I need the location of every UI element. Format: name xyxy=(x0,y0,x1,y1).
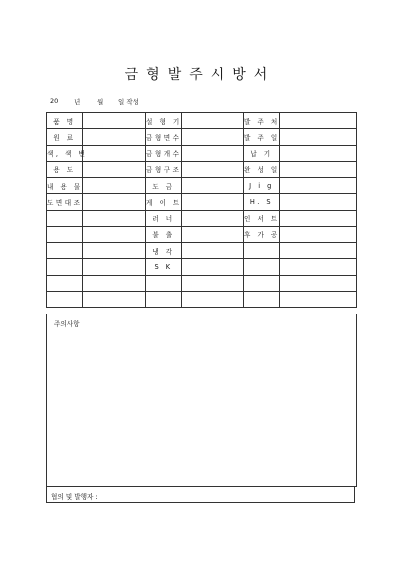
field-label-cell: 내 용 물 xyxy=(47,178,83,194)
field-label-cell: 냉 각 xyxy=(146,243,182,259)
field-value-cell[interactable] xyxy=(182,161,244,177)
date-line xyxy=(0,97,400,109)
field-label-cell xyxy=(146,291,182,307)
field-value-cell[interactable] xyxy=(83,113,146,129)
field-value-cell[interactable] xyxy=(280,243,357,259)
signature-label: 협의 및 발행자 : xyxy=(51,493,98,501)
signature-row xyxy=(46,486,355,503)
field-label-cell xyxy=(47,259,83,275)
field-label-cell: 납 기 xyxy=(244,145,280,161)
field-value-cell[interactable] xyxy=(280,210,357,226)
spec-table xyxy=(46,112,357,308)
field-label-cell: S K xyxy=(146,259,182,275)
document-title: 금형발주시방서 xyxy=(124,67,276,83)
field-value-cell[interactable] xyxy=(182,145,244,161)
field-value-cell[interactable] xyxy=(182,178,244,194)
field-value-cell[interactable] xyxy=(280,259,357,275)
field-label-cell xyxy=(244,291,280,307)
field-label-cell: 용 도 xyxy=(47,161,83,177)
field-value-cell[interactable] xyxy=(280,275,357,291)
field-value-cell[interactable] xyxy=(280,129,357,145)
field-label-cell: 도면대조 xyxy=(47,194,83,210)
table-row xyxy=(47,291,357,307)
field-value-cell[interactable] xyxy=(83,161,146,177)
field-value-cell[interactable] xyxy=(280,178,357,194)
field-label-cell: 발 주 처 xyxy=(244,113,280,129)
table-row xyxy=(47,113,357,129)
field-value-cell[interactable] xyxy=(280,226,357,242)
field-label-cell: 후 가 공 xyxy=(244,226,280,242)
table-row xyxy=(47,210,357,226)
field-label-cell xyxy=(47,210,83,226)
field-label-cell xyxy=(47,275,83,291)
field-value-cell[interactable] xyxy=(182,226,244,242)
field-value-cell[interactable] xyxy=(280,145,357,161)
field-value-cell[interactable] xyxy=(83,275,146,291)
table-row xyxy=(47,129,357,145)
notes-label: 주의사항 xyxy=(54,320,80,328)
field-label-cell: 게 이 트 xyxy=(146,194,182,210)
field-value-cell[interactable] xyxy=(83,226,146,242)
field-value-cell[interactable] xyxy=(182,210,244,226)
date-day-written: 일 작성 xyxy=(118,98,139,106)
field-value-cell[interactable] xyxy=(83,194,146,210)
field-value-cell[interactable] xyxy=(280,113,357,129)
field-value-cell[interactable] xyxy=(182,243,244,259)
date-year-prefix: 20 xyxy=(50,97,59,105)
field-value-cell[interactable] xyxy=(280,161,357,177)
field-label-cell: 색, 색 번 xyxy=(47,145,83,161)
field-label-cell: 금형구조 xyxy=(146,161,182,177)
field-value-cell[interactable] xyxy=(182,291,244,307)
date-month: 월 xyxy=(97,98,104,106)
field-value-cell[interactable] xyxy=(83,178,146,194)
table-row xyxy=(47,161,357,177)
field-label-cell: 원 료 xyxy=(47,129,83,145)
notes-box xyxy=(46,314,357,487)
table-row xyxy=(47,178,357,194)
field-value-cell[interactable] xyxy=(182,275,244,291)
field-value-cell[interactable] xyxy=(83,129,146,145)
field-value-cell[interactable] xyxy=(83,210,146,226)
field-value-cell[interactable] xyxy=(83,145,146,161)
field-label-cell: 금형개수 xyxy=(146,145,182,161)
table-row xyxy=(47,226,357,242)
field-label-cell: 인 서 트 xyxy=(244,210,280,226)
field-label-cell: 완 성 일 xyxy=(244,161,280,177)
field-label-cell xyxy=(47,291,83,307)
field-label-cell xyxy=(47,243,83,259)
field-label-cell xyxy=(146,275,182,291)
field-label-cell xyxy=(244,275,280,291)
field-label-cell: 금형면수 xyxy=(146,129,182,145)
table-row xyxy=(47,275,357,291)
field-label-cell xyxy=(244,259,280,275)
field-label-cell: H. S xyxy=(244,194,280,210)
field-value-cell[interactable] xyxy=(83,291,146,307)
field-value-cell[interactable] xyxy=(280,291,357,307)
field-label-cell xyxy=(47,226,83,242)
field-label-cell: 설 형 기 xyxy=(146,113,182,129)
field-label-cell: 발 주 일 xyxy=(244,129,280,145)
field-value-cell[interactable] xyxy=(83,259,146,275)
table-row xyxy=(47,259,357,275)
field-value-cell[interactable] xyxy=(182,194,244,210)
field-value-cell[interactable] xyxy=(182,129,244,145)
field-label-cell xyxy=(244,243,280,259)
field-value-cell[interactable] xyxy=(182,259,244,275)
date-year: 년 xyxy=(74,98,81,106)
field-value-cell[interactable] xyxy=(83,243,146,259)
field-label-cell: 러 너 xyxy=(146,210,182,226)
table-row xyxy=(47,243,357,259)
field-value-cell[interactable] xyxy=(280,194,357,210)
field-label-cell: J i g xyxy=(244,178,280,194)
field-label-cell: 도 금 xyxy=(146,178,182,194)
table-row xyxy=(47,194,357,210)
field-label-cell: 불 출 xyxy=(146,226,182,242)
field-value-cell[interactable] xyxy=(182,113,244,129)
table-row xyxy=(47,145,357,161)
field-label-cell: 품 명 xyxy=(47,113,83,129)
